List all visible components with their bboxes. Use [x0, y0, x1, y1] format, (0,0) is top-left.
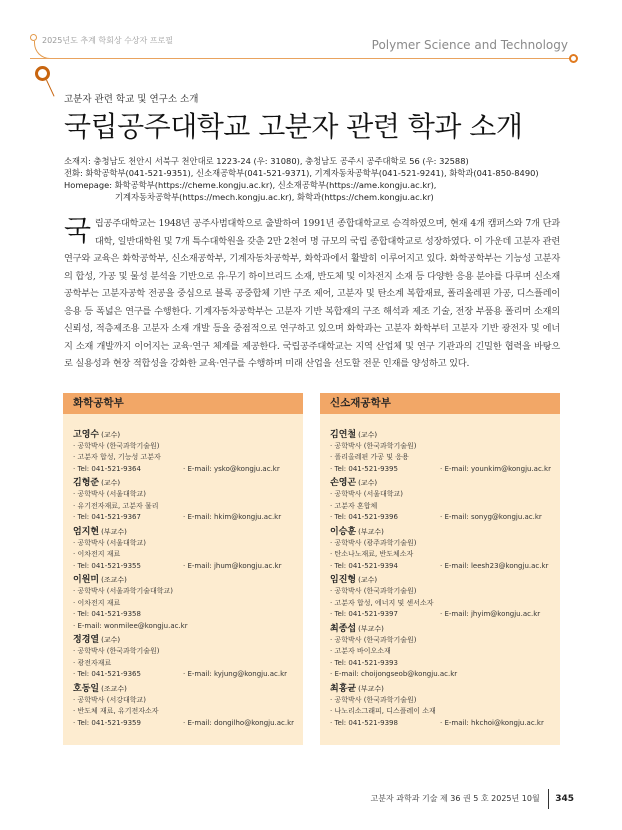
- faculty-rank: (조교수): [101, 684, 127, 693]
- faculty-entry: [330, 574, 554, 623]
- faculty-degree: · 공학박사 (한국과학기술원): [330, 441, 417, 450]
- department-title: 화학공학부: [63, 393, 303, 414]
- faculty-name-text: 호동일: [73, 683, 100, 694]
- faculty-name: [330, 574, 554, 586]
- faculty-name: [73, 574, 297, 586]
- faculty-name-text: 고영수: [73, 429, 100, 440]
- faculty-name-text: 이원미: [73, 575, 100, 585]
- circle-icon: [30, 34, 37, 41]
- faculty-tel: · Tel: 041-521-9396: [330, 513, 398, 521]
- header-divider: [30, 58, 572, 59]
- intro-text: 립공주대학교는 1948년 공주사범대학으로 출발하여 1991년 종합대학교로 승격하였으며, 현재 4개 캠퍼스와 7개 단과대학, 일반대학원 및 7개 특수대학원을 갖춘 2만 2천여 명 규모의 국립 종합대학교로 성장하였다. 이 가운데 고분자 관련 연구와 교육은 화학공학부, 신소재공학부, 기계자동차공학부, 화학과에서 활발히 이루어지고 있다. 화학공학부는 기능성 고분자의 합성, 가공 및 물성 분석을 기반으로 유·무기 하이브리드 소재, 반도체 및 이차전지 소재 등 다양한 응용 분야를 다루며 신소재공학부는 고분자공학 전공을 중심으로 블록 공중합체 기반 구조 제어, 고분자 및 탄소계 복합재료, 폴리올레핀 가공, 디스플레이 응용 등 폭넓은 연구를 수행한다. 기계자동차공학부는 고분자 기반 복합재의 구조 해석과 제조 기술, 전장 부품용 폴리머 소재의 신뢰성, 적층제조용 고분자 소재 개발 등을 중점적으로 연구하고 있으며 화학과는 고분자 화학부터 고분자 기반 광전자 및 에너지 소재 개발까지 이어지는 교육·연구 체계를 제공한다. 국립공주대학교는 지역 산업체 및 연구 기관과의 긴밀한 협력을 바탕으로 실용성과 현장 적합성을 강화한 교육·연구를 수행하며 미래 산업을 선도할 전문 인재를 양성하고 있다.: [64, 218, 560, 369]
- faculty-field: · 고분자 합성, 에너지 및 센서소자: [330, 598, 434, 607]
- faculty-degree: · 공학박사 (서울대학교): [330, 490, 403, 498]
- footer-journal: 고분자 과학과 기술 제 36 권 5 호 2025년 10월: [370, 794, 540, 803]
- faculty-entry: [330, 526, 554, 575]
- faculty-contact: [73, 669, 297, 681]
- faculty-tel: · Tel: 041-521-9355: [73, 561, 141, 570]
- faculty-name: [73, 526, 297, 538]
- decorative-line: [46, 80, 55, 97]
- department-boxes: [63, 393, 564, 746]
- contact-info: [64, 155, 564, 203]
- faculty-contact: [330, 718, 554, 730]
- faculty-name: [73, 477, 297, 489]
- faculty-entry: [73, 429, 297, 478]
- faculty-contact: [73, 561, 297, 573]
- faculty-contact: [73, 464, 297, 476]
- faculty-field: · 이차전지 재료: [73, 550, 121, 558]
- page-content: [64, 155, 574, 829]
- footer-divider: [548, 789, 550, 809]
- faculty-tel: · Tel: 041-521-9395: [330, 464, 398, 473]
- faculty-name-text: 임진형: [330, 575, 357, 585]
- section-kicker: 2025년도 추계 학회상 수상자 프로필: [42, 36, 173, 45]
- faculty-email: · E-mail: younkim@kongju.ac.kr: [440, 464, 551, 473]
- faculty-email: · E-mail: wonmilee@kongju.ac.kr: [73, 621, 188, 630]
- faculty-email: · E-mail: choijongseob@kongju.ac.kr: [330, 670, 458, 678]
- phone-line: 전화: 화학공학부(041-521-9351), 신소재공학부(041-521-9371), 기계자동차공학부(041-521-9241), 화학과(041-850-8490): [64, 168, 539, 178]
- faculty-tel: · Tel: 041-521-9398: [330, 718, 398, 727]
- faculty-rank: (교수): [101, 636, 121, 644]
- faculty-entry: [73, 526, 297, 575]
- faculty-email: · E-mail: dongilho@kongju.ac.kr: [183, 718, 295, 727]
- faculty-email: · E-mail: kyjung@kongju.ac.kr: [183, 670, 288, 678]
- page-footer: [64, 789, 574, 829]
- faculty-contact: [330, 464, 554, 476]
- faculty-field: · 나노리소그래피, 디스플레이 소재: [330, 707, 436, 715]
- faculty-degree: · 공학박사 (한국과학기술원): [330, 695, 417, 704]
- faculty-degree: · 공학박사 (한국과학기술원): [330, 587, 417, 595]
- faculty-contact: [330, 658, 554, 681]
- circle-icon: [35, 66, 50, 81]
- faculty-entry: [73, 574, 297, 634]
- drop-cap: 국: [64, 214, 91, 247]
- faculty-entry: [73, 683, 297, 732]
- faculty-contact: [330, 609, 554, 621]
- faculty-degree: · 공학박사 (한국과학기술원): [73, 647, 160, 655]
- faculty-name: [330, 429, 554, 441]
- page-title: 국립공주대학교 고분자 관련 학과 소개: [64, 110, 523, 143]
- department-box: [320, 393, 560, 746]
- faculty-rank: (조교수): [101, 576, 127, 584]
- faculty-name-text: 김형준: [73, 478, 100, 488]
- faculty-contact: [330, 561, 554, 573]
- homepage-line: 기계자동차공학부(https://mech.kongju.ac.kr), 화학과(https://chem.kongju.ac.kr): [115, 192, 434, 202]
- faculty-degree: · 공학박사 (서울과학기술대학교): [73, 587, 174, 595]
- faculty-email: · E-mail: leesh23@kongju.ac.kr: [440, 561, 549, 570]
- faculty-name: [73, 683, 297, 695]
- faculty-name-text: 김연철: [330, 429, 357, 440]
- faculty-rank: (교수): [358, 430, 378, 439]
- faculty-degree: · 공학박사 (서강대학교): [73, 695, 146, 704]
- faculty-email: · E-mail: ysko@kongju.ac.kr: [183, 464, 280, 473]
- faculty-tel: · Tel: 041-521-9367: [73, 513, 141, 521]
- faculty-tel: · Tel: 041-521-9394: [330, 561, 398, 570]
- faculty-field: · 고분자 혼합체: [330, 501, 378, 510]
- faculty-email: · E-mail: jhyim@kongju.ac.kr: [440, 610, 541, 618]
- faculty-name-text: 엄지현: [73, 526, 100, 537]
- faculty-field: · 탄소나노재료, 반도체소자: [330, 550, 414, 558]
- faculty-field: · 반도체 재료, 유기전자소자: [73, 707, 159, 715]
- faculty-degree: · 공학박사 (서울대학교): [73, 490, 146, 498]
- faculty-list: [320, 414, 560, 732]
- faculty-rank: (교수): [358, 576, 378, 584]
- faculty-tel: · Tel: 041-521-9359: [73, 718, 141, 727]
- faculty-rank: (교수): [358, 479, 378, 487]
- faculty-name-text: 최종섭: [330, 623, 357, 634]
- faculty-name-text: 정경열: [73, 635, 100, 645]
- faculty-email: · E-mail: hkim@kongju.ac.kr: [183, 513, 282, 521]
- faculty-name: [330, 623, 554, 635]
- page-number: 345: [555, 794, 574, 804]
- faculty-field: · 폴리올레핀 가공 및 응용: [330, 453, 409, 461]
- faculty-degree: · 공학박사 (광주과학기술원): [330, 538, 417, 547]
- faculty-email: · E-mail: hkchoi@kongju.ac.kr: [440, 718, 544, 727]
- faculty-entry: [330, 623, 554, 683]
- faculty-rank: (부교수): [358, 527, 384, 536]
- faculty-tel: · Tel: 041-521-9365: [73, 670, 141, 678]
- faculty-entry: [73, 634, 297, 683]
- faculty-field: · 유기전자재료, 고분자 물리: [73, 501, 159, 510]
- faculty-entry: [330, 683, 554, 732]
- faculty-tel: · Tel: 041-521-9358: [73, 610, 141, 618]
- faculty-entry: [330, 477, 554, 526]
- faculty-field: · 고분자 합성, 기능성 고분자: [73, 453, 161, 461]
- faculty-email: · E-mail: sonyg@kongju.ac.kr: [440, 513, 542, 521]
- faculty-entry: [73, 477, 297, 526]
- faculty-degree: · 공학박사 (서울대학교): [73, 538, 146, 547]
- faculty-contact: [73, 718, 297, 730]
- faculty-rank: (교수): [101, 430, 121, 439]
- faculty-name: [73, 634, 297, 646]
- faculty-name-text: 손영곤: [330, 478, 357, 488]
- faculty-contact: [73, 512, 297, 524]
- circle-icon: [569, 54, 578, 63]
- faculty-degree: · 공학박사 (한국과학기술원): [330, 635, 417, 644]
- faculty-rank: (부교수): [358, 684, 384, 693]
- faculty-tel: · Tel: 041-521-9364: [73, 464, 141, 473]
- faculty-tel: · Tel: 041-521-9393: [330, 658, 398, 667]
- page-subtitle: 고분자 관련 학교 및 연구소 소개: [64, 94, 199, 105]
- faculty-tel: · Tel: 041-521-9397: [330, 610, 398, 618]
- intro-paragraph: [64, 215, 560, 373]
- faculty-name: [330, 477, 554, 489]
- faculty-name: [73, 429, 297, 441]
- department-box: [63, 393, 303, 746]
- faculty-email: · E-mail: jhum@kongju.ac.kr: [183, 561, 282, 570]
- faculty-rank: (부교수): [358, 624, 384, 633]
- department-title: 신소재공학부: [320, 393, 560, 414]
- faculty-name-text: 최홍균: [330, 683, 357, 694]
- address-line: 소재지: 충청남도 천안시 서북구 천안대로 1223-24 (우: 31080), 충청남도 공주시 공주대학로 56 (우: 32588): [64, 156, 469, 166]
- faculty-degree: · 공학박사 (한국과학기술원): [73, 441, 160, 450]
- faculty-entry: [330, 429, 554, 478]
- homepage-line: Homepage: 화학공학부(https://cheme.kongju.ac.kr), 신소재공학부(https://ame.kongju.ac.kr),: [64, 180, 437, 190]
- faculty-name-text: 이승훈: [330, 526, 357, 537]
- faculty-list: [63, 414, 303, 732]
- faculty-name: [330, 526, 554, 538]
- journal-name: Polymer Science and Technology: [371, 38, 568, 52]
- faculty-field: · 광전자재료: [73, 658, 112, 667]
- faculty-rank: (교수): [101, 479, 121, 487]
- faculty-field: · 이차전지 재료: [73, 598, 121, 607]
- faculty-rank: (부교수): [101, 527, 127, 536]
- faculty-contact: [330, 512, 554, 524]
- faculty-field: · 고분자 바이오소재: [330, 647, 391, 655]
- faculty-name: [330, 683, 554, 695]
- faculty-contact: [73, 609, 297, 632]
